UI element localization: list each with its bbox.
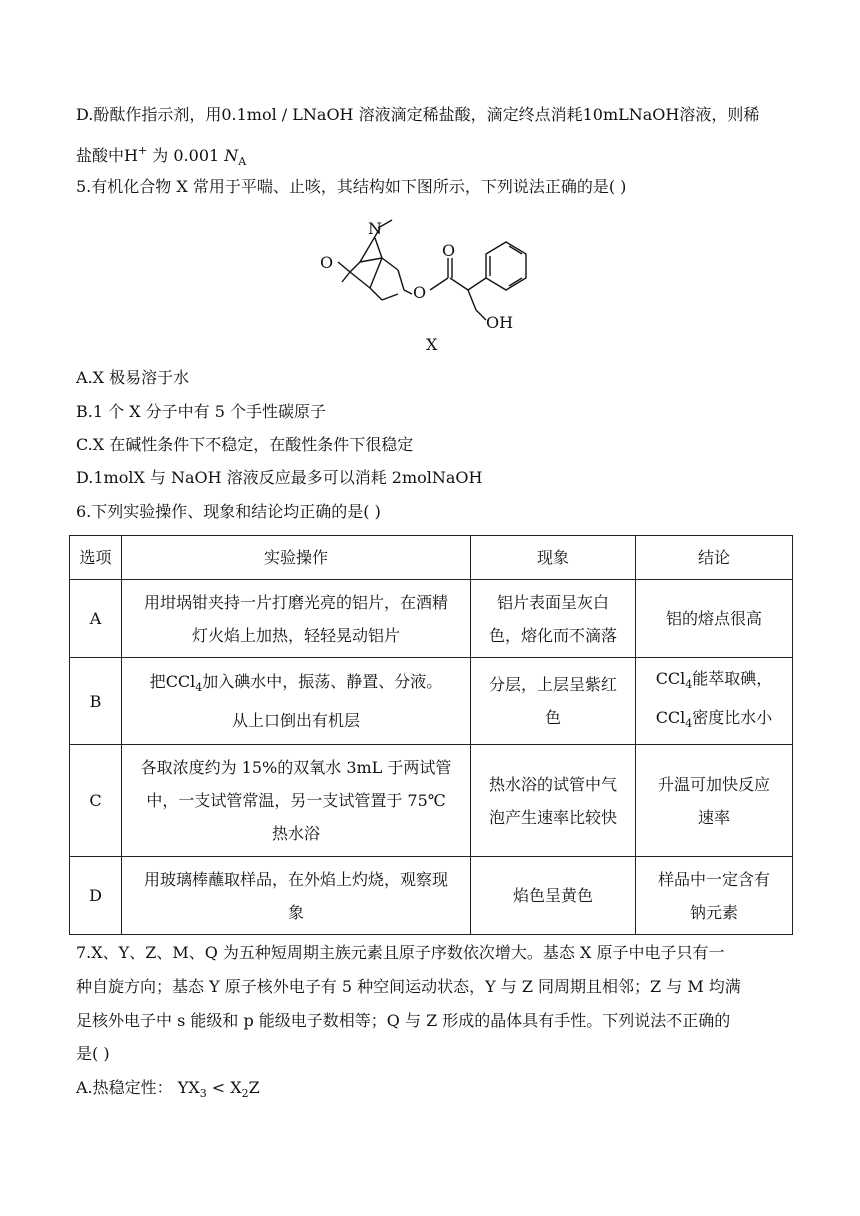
- header-operation: 实验操作: [122, 536, 471, 580]
- phenomenon-line: 泡产生速率比较快: [488, 807, 617, 827]
- operation-cell: [122, 857, 471, 935]
- table-row: [70, 658, 793, 745]
- table-row: [70, 857, 793, 935]
- q7-option-a: [76, 1077, 260, 1105]
- conclusion-line: 速率: [697, 807, 730, 827]
- operation-cell: [122, 580, 471, 658]
- operation-line: 灯火焰上加热，轻轻晃动铝片: [191, 625, 400, 645]
- experiment-table: [69, 535, 793, 935]
- molecule-structure: [300, 210, 560, 360]
- conclusion-line: 铝的熔点很高: [665, 609, 762, 628]
- operation-line: 各取浓度约为 15%的双氧水 3mL 于两试管: [140, 758, 452, 777]
- subscript: 4: [685, 678, 693, 691]
- formula-h: H: [124, 146, 138, 165]
- q7-stem-line2: 种自旋方向；基态 Y 原子核外电子有 5 种空间运动状态，Y 与 Z 同周期且相邻；Z 与 M 均满: [76, 977, 741, 996]
- atom-n-label: N: [368, 219, 382, 238]
- q5-stem: 5.有机化合物 X 常用于平喘、止咳，其结构如下图所示，下列说法正确的是( ): [76, 177, 627, 196]
- conclusion-line: 样品中一定含有: [657, 869, 770, 889]
- subscript: 3: [199, 1087, 207, 1100]
- q5-option-d: D.1molX 与 NaOH 溶液反应最多可以消耗 2molNaOH: [76, 468, 483, 487]
- conclusion-line: 升温可加快反应: [657, 774, 770, 794]
- conclusion-line: [642, 662, 786, 701]
- q7-stem-line3: 足核外电子中 s 能级和 p 能级电子数相等；Q 与 Z 形成的晶体具有手性。下列说法不正确的: [76, 1011, 731, 1030]
- formula: YX: [177, 1078, 200, 1097]
- conclusion-cell: [636, 745, 793, 857]
- table-header-row: [70, 536, 793, 580]
- atom-oh-label: OH: [486, 313, 514, 332]
- formula: CCl: [655, 669, 686, 688]
- q4-option-d-line1: D.酚酞作指示剂，用0.1mol / LNaOH 溶液滴定稀盐酸，滴定终点消耗10mLNaOH溶液，则稀: [76, 105, 760, 124]
- q4-option-d-line2: [76, 140, 246, 173]
- conclusion-line: 钠元素: [689, 902, 738, 922]
- superscript: +: [137, 144, 148, 157]
- text: 密度比水小: [692, 708, 773, 727]
- phenomenon-line: 热水浴的试管中气: [488, 774, 617, 794]
- header-option: 选项: [70, 536, 122, 580]
- q6-stem: 6.下列实验操作、现象和结论均正确的是( ): [76, 502, 381, 521]
- phenomenon-line: 分层，上层呈紫红: [488, 675, 617, 694]
- text: 盐酸中: [76, 146, 125, 165]
- header-phenomenon: 现象: [471, 536, 636, 580]
- atom-o-epoxide-label: O: [320, 253, 334, 272]
- table-row: [70, 580, 793, 658]
- molecule-label: X: [426, 335, 438, 354]
- q5-option-c: C.X 在碱性条件下不稳定，在酸性条件下很稳定: [76, 435, 414, 454]
- operation-line: 用玻璃棒蘸取样品，在外焰上灼烧，观察现: [143, 869, 448, 889]
- operation-cell: [122, 658, 471, 745]
- conclusion-cell: [636, 857, 793, 935]
- phenomenon-cell: [471, 580, 636, 658]
- conclusion-cell: [636, 580, 793, 658]
- text: A.热稳定性：: [76, 1078, 173, 1097]
- operation-line: 象: [287, 902, 304, 922]
- text: 能萃取碘，: [692, 669, 773, 688]
- table-row: [70, 745, 793, 857]
- header-conclusion: 结论: [636, 536, 793, 580]
- text: 为 0.001: [152, 146, 220, 165]
- phenomenon-cell: [471, 857, 636, 935]
- operation-line: [128, 665, 464, 704]
- phenomenon-cell: [471, 658, 636, 745]
- text: 加入碘水中，振荡、静置、分液。: [202, 672, 443, 691]
- formula: CCl: [165, 672, 196, 691]
- operation-line: 用坩埚钳夹持一片打磨光亮的铝片，在酒精: [143, 592, 448, 612]
- operation-cell: [122, 745, 471, 857]
- atom-o-carbonyl-label: O: [442, 241, 456, 260]
- subscript: A: [238, 155, 247, 168]
- option-cell: A: [70, 580, 122, 658]
- subscript: 4: [195, 681, 203, 694]
- phenomenon-line: 铝片表面呈灰白: [496, 592, 609, 612]
- operation-line: 热水浴: [271, 824, 320, 843]
- formula: CCl: [655, 708, 686, 727]
- q5-option-a: A.X 极易溶于水: [76, 368, 190, 387]
- q7-stem-line1: 7.X、Y、Z、M、Q 为五种短周期主族元素且原子序数依次增大。基态 X 原子中电子只有一: [76, 943, 725, 962]
- avogadro-symbol: N: [224, 146, 239, 165]
- q5-option-b: B.1 个 X 分子中有 5 个手性碳原子: [76, 402, 327, 421]
- molecule-svg: [300, 210, 560, 360]
- phenomenon-cell: [471, 745, 636, 857]
- option-cell: C: [70, 745, 122, 857]
- subscript: 4: [685, 717, 693, 730]
- phenomenon-line: 色，熔化而不滴落: [488, 625, 617, 645]
- operation-line: 中，一支试管常温，另一支试管置于 75℃: [146, 791, 446, 810]
- subscript: 2: [241, 1087, 249, 1100]
- q7-stem-line4: 是( ): [76, 1044, 110, 1063]
- conclusion-line: [642, 701, 786, 740]
- text: 把: [149, 672, 166, 691]
- formula: Z: [248, 1078, 260, 1097]
- conclusion-cell: [636, 658, 793, 745]
- atom-o-ester-label: O: [413, 283, 427, 302]
- formula: < X: [206, 1078, 242, 1097]
- option-cell: B: [70, 658, 122, 745]
- option-cell: D: [70, 857, 122, 935]
- phenomenon-line: 色: [544, 708, 561, 727]
- operation-line: 从上口倒出有机层: [231, 711, 360, 730]
- phenomenon-line: 焰色呈黄色: [512, 886, 593, 905]
